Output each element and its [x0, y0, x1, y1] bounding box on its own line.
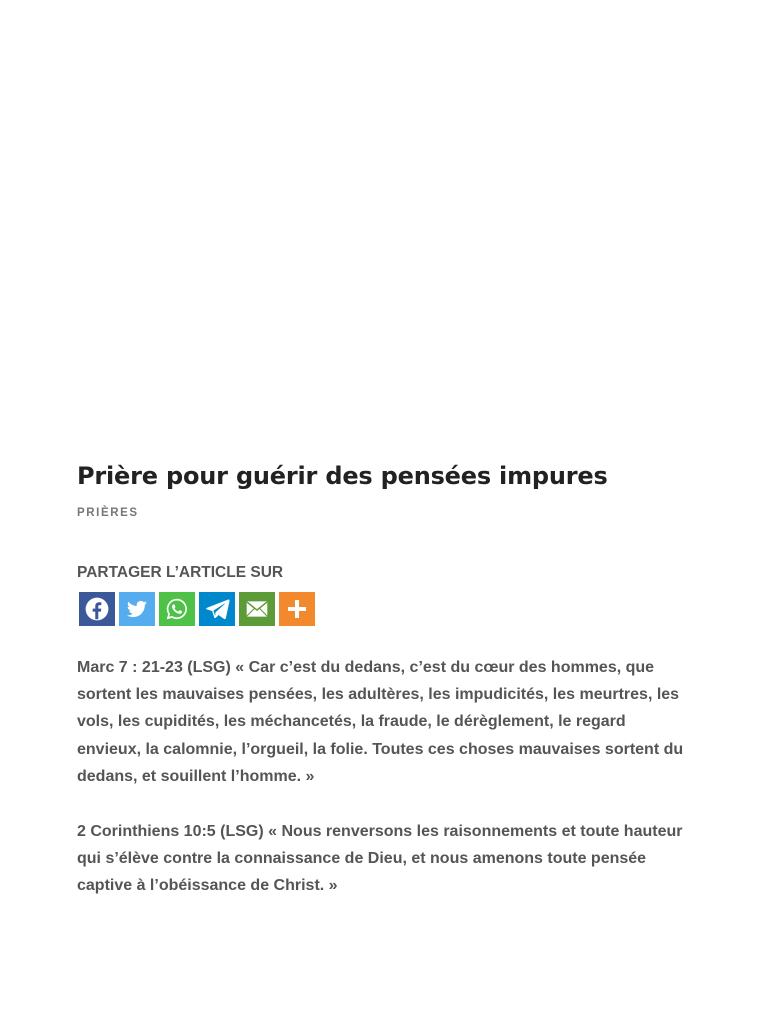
plus-icon: [285, 597, 309, 621]
email-share-button[interactable]: [239, 592, 275, 626]
share-buttons: [79, 592, 689, 626]
facebook-share-button[interactable]: [79, 592, 115, 626]
telegram-share-button[interactable]: [199, 592, 235, 626]
category-link[interactable]: PRIÈRES: [77, 507, 139, 519]
whatsapp-icon: [164, 596, 190, 622]
twitter-icon: [125, 597, 149, 621]
article-title: Prière pour guérir des pensées impures: [77, 462, 608, 490]
more-share-button[interactable]: [279, 592, 315, 626]
email-icon: [244, 596, 270, 622]
whatsapp-share-button[interactable]: [159, 592, 195, 626]
verse-paragraph: 2 Corinthiens 10:5 (LSG) « Nous renversons les raisonnements et toute hauteur qui s’élève contre la connaissance de Dieu, et nous amenons toute pensée captive à l’obéissance de Christ. »: [77, 823, 683, 895]
telegram-icon: [204, 596, 230, 622]
verse-paragraph: Marc 7 : 21-23 (LSG) « Car c’est du dedans, c’est du cœur des hommes, que sortent les mauvaises pensées, les adultères, les impudicités, les meurtres, les vols, les cupidités, les méchancetés, la fraude, le dérèglement, le regard envieux, la calomnie, l’orgueil, la folie. Toutes ces choses mauvaises sortent du dedans, et souillent l’homme. »: [77, 659, 684, 785]
share-heading: PARTAGER L’ARTICLE SUR: [77, 564, 284, 581]
twitter-share-button[interactable]: [119, 592, 155, 626]
article: [77, 456, 689, 900]
ad-space: [0, 0, 768, 440]
facebook-icon: [84, 596, 110, 622]
